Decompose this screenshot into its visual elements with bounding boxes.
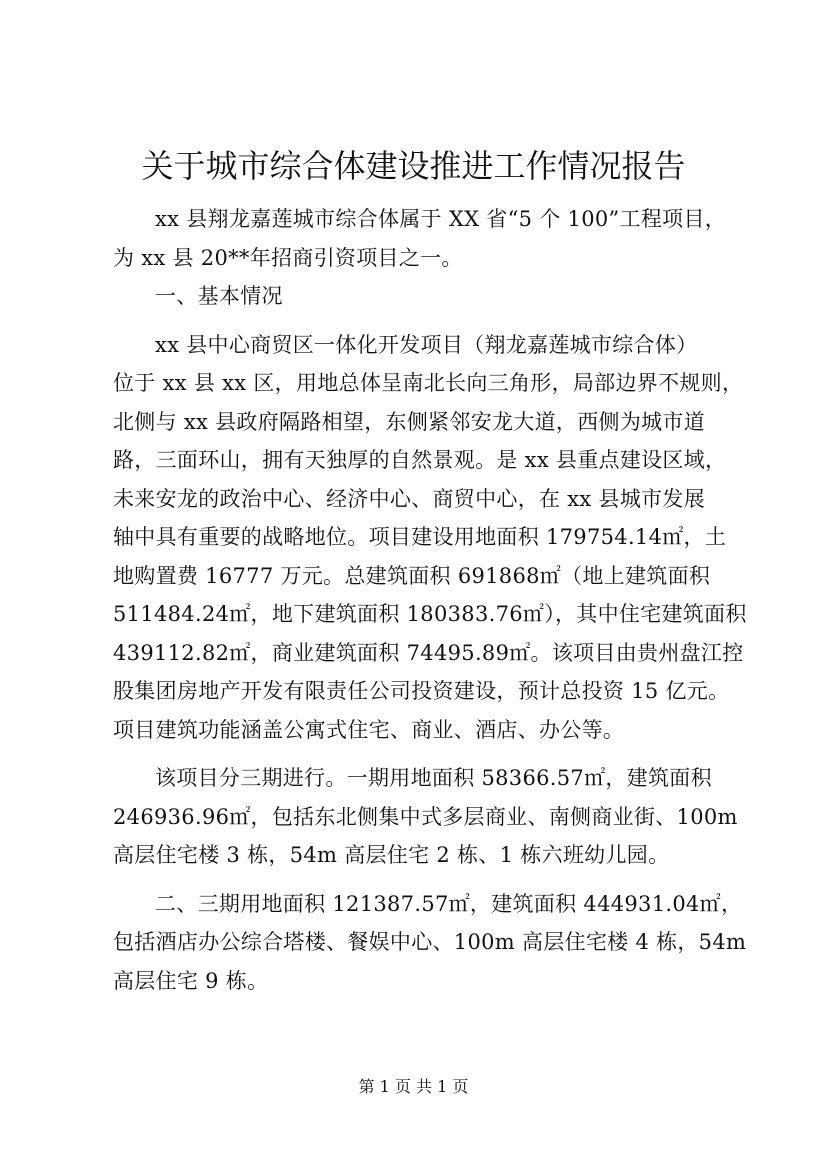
- document-title: 关于城市综合体建设推进工作情况报告: [141, 147, 686, 185]
- paragraph-line: 该项目分三期进行。一期用地面积 58366.57㎡，建筑面积: [155, 766, 712, 790]
- paragraph-line: 高层住宅 9 栋。: [113, 968, 269, 993]
- paragraph-line: 轴中具有重要的战略地位。项目建设用地面积 179754.14㎡，土: [113, 525, 727, 549]
- document-body: [113, 200, 747, 1000]
- paragraph-line: 二、三期用地面积 121387.57㎡，建筑面积 444931.04㎡，: [155, 891, 743, 916]
- paragraph-line: 246936.96㎡，包括东北侧集中式多层商业、南侧商业街、100m: [113, 804, 738, 829]
- paragraph-line: 地购置费 16777 万元。总建筑面积 691868㎡（地上建筑面积: [113, 563, 711, 588]
- basic-info-paragraph: [113, 326, 747, 750]
- paragraph-line: 股集团房地产开发有限责任公司投资建设，预计总投资 15 亿元。: [113, 679, 730, 703]
- paragraph-line: 位于 xx 县 xx 区，用地总体呈南北长向三角形，局部边界不规则，: [113, 371, 744, 395]
- section-heading-basic-info: [113, 277, 723, 316]
- paragraph-line: xx 县中心商贸区一体化开发项目（翔龙嘉莲城市综合体）: [155, 332, 698, 357]
- paragraph-line: 为 xx 县 20**年招商引资项目之一。: [113, 245, 463, 270]
- phase-two-three-paragraph: [113, 885, 747, 1001]
- heading-text: 一、基本情况: [155, 284, 283, 308]
- paragraph-line: 439112.82㎡，商业建筑面积 74495.89㎡。该项目由贵州盘江控: [113, 640, 744, 665]
- intro-paragraph: [113, 200, 727, 277]
- paragraph-line: 未来安龙的政治中心、经济中心、商贸中心，在 xx 县城市发展: [113, 486, 706, 511]
- paragraph-line: xx 县翔龙嘉莲城市综合体属于 XX 省“5 个 100”工程项目，: [155, 207, 727, 231]
- paragraph-line: 511484.24㎡，地下建筑面积 180383.76㎡），其中住宅建筑面积: [113, 602, 747, 626]
- paragraph-line: 包括酒店办公综合塔楼、餐娱中心、100m 高层住宅楼 4 栋，54m: [113, 930, 747, 954]
- phase-one-paragraph: [113, 759, 738, 875]
- paragraph-line: 路，三面环山，拥有天独厚的自然景观。是 xx 县重点建设区域，: [113, 448, 727, 472]
- paragraph-line: 北侧与 xx 县政府隔路相望，东侧紧邻安龙大道，西侧为城市道: [113, 409, 706, 434]
- paragraph-line: 项目建筑功能涵盖公寓式住宅、商业、酒店、办公等。: [113, 717, 625, 742]
- page-footer: [0, 1077, 827, 1097]
- page-number-label: 第 1 页 共 1 页: [358, 1077, 469, 1096]
- paragraph-line: 高层住宅楼 3 栋，54m 高层住宅 2 栋、1 栋六班幼儿园。: [113, 843, 670, 867]
